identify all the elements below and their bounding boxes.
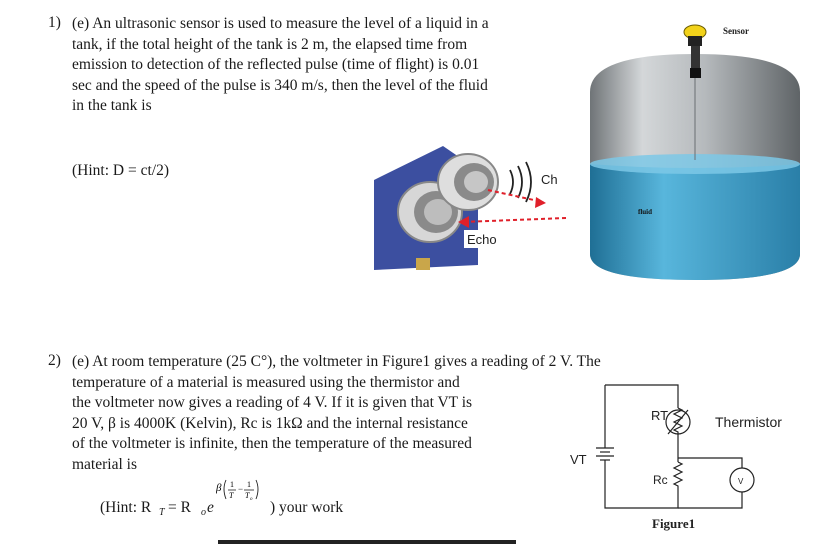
vt-label: VT [570, 452, 587, 467]
q1-line-1: (e) An ultrasonic sensor is used to measure the level of a liquid in a [72, 15, 489, 32]
svg-text:T: T [245, 491, 250, 500]
sensor-label: Sensor [723, 26, 750, 36]
ch-label: Ch [541, 172, 558, 187]
svg-text:β: β [216, 482, 222, 494]
q1-line-3: emission to detection of the reflected pulse (time of flight) is 0.01 [72, 56, 480, 73]
circuit-figure [560, 380, 810, 540]
q1-line-2: tank, if the total height of the tank is 2 m, the elapsed time from [72, 35, 468, 53]
svg-text:T: T [229, 491, 234, 500]
hint-subscript-o: o [201, 507, 206, 518]
q2-line-2: temperature of a material is measured using the thermistor and [72, 373, 460, 391]
battery-icon [596, 448, 614, 460]
q1-line-4: sec and the speed of the pulse is 340 m/s, then the level of the fluid [72, 76, 488, 94]
hint-subscript-t: T [159, 507, 165, 518]
bottom-rule [218, 540, 516, 544]
emit-arrow-icon [535, 197, 546, 208]
svg-text:o: o [250, 497, 253, 502]
ultrasonic-sensor-image [368, 140, 578, 275]
exponent-formula [216, 477, 264, 507]
fluid-label: fluid [638, 208, 653, 216]
sound-wave-icon [510, 162, 531, 202]
q1-hint: (Hint: D = ct/2) [72, 162, 169, 179]
echo-label: Echo [467, 232, 497, 247]
q2-line-1: (e) At room temperature (25 C°), the voltmeter in Figure1 gives a reading of 2 V. The [72, 353, 601, 370]
svg-text:1: 1 [247, 480, 251, 489]
q2-line-3: the voltmeter now gives a reading of 4 V. If it is given that VT is [72, 394, 473, 411]
voltmeter-label: V [738, 477, 744, 486]
q2-line-4: 20 V, β is 4000K (Kelvin), Rc is 1kΩ and the internal resistance [72, 414, 468, 432]
sensor-pins [416, 258, 430, 270]
q2-line-5: of the voltmeter is infinite, then the temperature of the measured [72, 435, 472, 452]
q1-text [72, 14, 572, 117]
thermistor-label: Thermistor [715, 414, 782, 430]
figure-caption: Figure1 [652, 516, 696, 531]
q2-hint [100, 475, 380, 518]
rt-label: RT [651, 408, 669, 423]
tank-image [580, 12, 810, 287]
svg-text:1: 1 [230, 480, 234, 489]
q2-line-6: material is [72, 455, 137, 473]
rc-resistor [674, 462, 682, 492]
hint-e: e [207, 499, 214, 516]
q1-number: 1) [48, 14, 61, 31]
rc-label: Rc [653, 473, 668, 487]
hint-mid: = R [168, 499, 191, 516]
hint-prefix: (Hint: R [100, 499, 152, 516]
svg-text:−: − [238, 484, 244, 494]
hint-suffix: ) your work [270, 499, 344, 516]
fluid-volume [590, 164, 800, 280]
q1-line-5: in the tank is [72, 97, 152, 114]
q2-number: 2) [48, 352, 61, 369]
